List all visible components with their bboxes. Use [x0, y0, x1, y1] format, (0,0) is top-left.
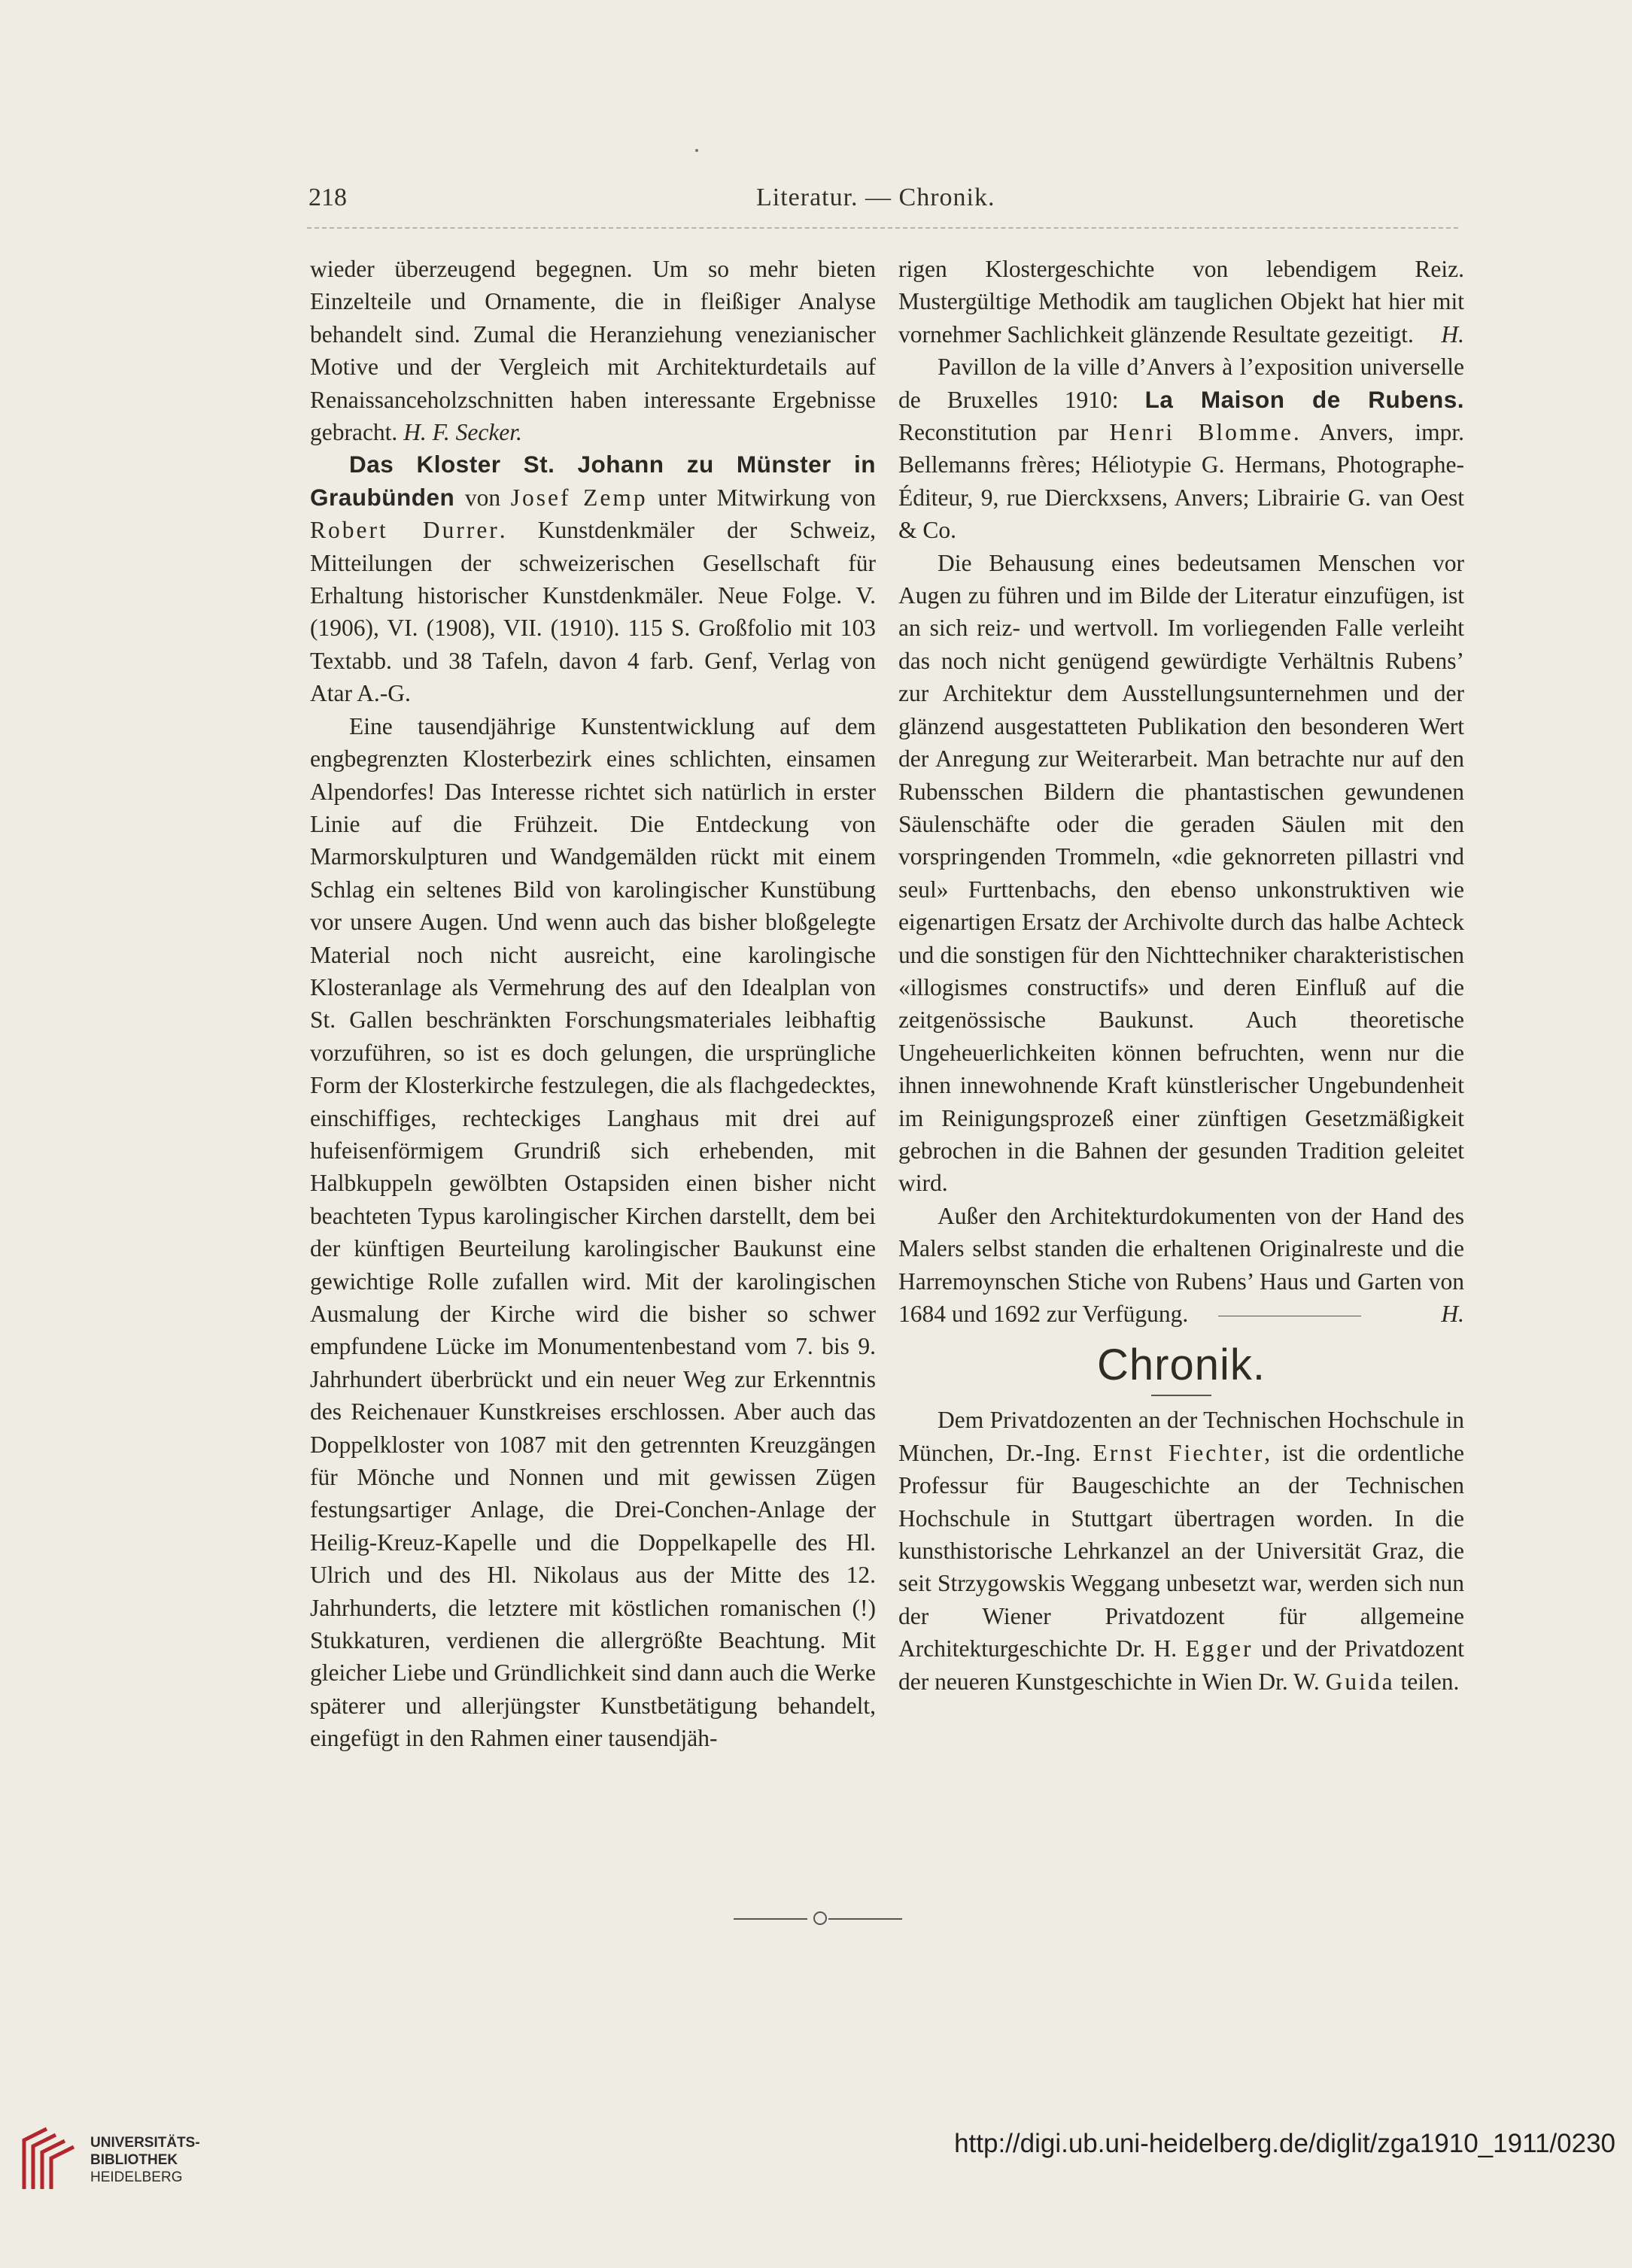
left-paragraph-3: Eine tausendjährige Kunstentwicklung auf dem engbegrenzten Klosterbezirk eines schlichten, einsamen Alpendorfes! Das Interesse richtet sich natürlich in erster Linie auf die Frühzeit. Die Entdeckung von Marmorskulpturen und Wandgemälden rückt mit einem Schlag ein seltenes Bild von karolingischer Kunstübung vor unsere Augen. Und wenn auch das bisher bloßgelegte Material noch nicht ausreicht, eine karolingische Klosteranlage als Vermehrung des auf den Idealplan von St. Gallen beschränkten Forschungsmateriales leibhaftig vorzuführen, so ist es doch gelungen, die ursprüngliche Form der Klosterkirche festzulegen, die als flachgedecktes, einschiffiges, rechteckiges Langhaus mit drei auf hufeisenförmigem Grundriß sich erhebenden, mit Halbkuppeln gewölbten Ostapsiden einen bisher nicht beachteten Typus karolingischer Kirchen darstellt, dem bei der künftigen Beurteilung karolingischer Baukunst eine gewichtige Rolle zufallen wird. Mit der karolingischen Ausmalung der Kirche wird die bisher so schwer empfundene Lücke im Monumentenbestand vom 7. bis 9. Jahrhundert überbrückt und ein neuer Weg zur Erkenntnis des Reichenauer Kunstkreises erschlossen. Aber auch das Doppelkloster von 1087 mit den getrennten Kreuzgängen für Mönche und Nonnen und mit gewissen Zügen festungsartiger Anlage, die Drei-Conchen-Anlage der Heilig-Kreuz-Kapelle und die Doppelkapelle des Hl. Ulrich und des Hl. Nikolaus aus der Mitte des 12. Jahrhunderts, die letztere mit köstlichen romanischen (!) Stukkaturen, verdienen die allergrößte Beachtung. Mit gleicher Liebe und Gründlichkeit sind dann auch die Werke späterer und allerjüngster Kunstbetätigung behandelt, eingefügt in den Rahmen einer tausendjäh- [310, 712, 876, 1752]
review-author-blomme: Henri Blomme [1109, 419, 1293, 446]
review-title-rubens: La Maison de Rubens. [1144, 385, 1464, 413]
chronik-start: Dem Privatdozenten an der Technischen Hochschule in München, Dr.-Ing. [898, 1407, 1464, 1466]
scan-dot [695, 149, 698, 152]
running-title: Literatur. — Chronik. [756, 184, 995, 211]
right-paragraph-1 [898, 253, 1464, 351]
left-column [310, 253, 876, 1755]
chronik-name-guida: Guida [1325, 1668, 1395, 1695]
library-logo[interactable] [17, 2125, 242, 2200]
left-paragraph-1 [310, 253, 876, 448]
end-ornament-circle [813, 1911, 827, 1925]
right-p1-text: rigen Klostergeschichte von lebendigem Reiz. Mustergültige Methodik am tauglichen Objekt hat hier mit vornehmer Sachlichkeit glänzende Resultate gezeitigt. [898, 256, 1464, 348]
review-rubens-rest: . Anvers, impr. Bellemanns frères; Héliotypie G. Hermans, Photographe-Éditeur, 9, rue Dierckxsens, Anvers; Librairie G. van Oest & Co. [898, 419, 1465, 544]
end-ornament-line-right [828, 1918, 902, 1920]
page-header [308, 184, 1452, 221]
review-bibliographic: . Kunstdenkmäler der Schweiz, Mitteilungen der schweizerischen Gesellschaft für Erhaltung historischer Kunstdenkmäler. Neue Folge. V. (1906), VI. (1908), VII. (1910). 115 S. Großfolio mit 103 Textabb. und 38 Tafeln, davon 4 farb. Genf, Verlag von Atar A.-G. [310, 517, 876, 707]
chronik-heading: Chronik. [1097, 1340, 1266, 1390]
page-number: 218 [308, 184, 347, 211]
review-by: von [454, 484, 511, 511]
right-column [898, 253, 1464, 1698]
chronik-mid2: und der Privatdozent der neueren Kunstgeschichte in Wien Dr. W. [898, 1635, 1464, 1695]
left-p1-signature: H. F. Secker. [403, 419, 522, 446]
chronik-mid: , ist die ordentliche Professur für Baugeschichte an der Technischen Hochschule in Stuttgart übertragen worden. In die kunsthistorische Lehrkanzel an der Universität Graz, die seit Strzygowskis Weggang unbesetzt war, werden sich nun der Wiener Privatdozent für allgemeine Architekturgeschichte Dr. H. [898, 1439, 1464, 1662]
right-paragraph-4 [898, 1200, 1464, 1331]
library-line-1: UNIVERSITÄTS- [90, 2135, 200, 2151]
chronik-end: teilen. [1394, 1668, 1460, 1695]
left-p1-text: wieder überzeugend begegnen. Um so mehr bieten Einzelteile und Ornamente, die in fleißiger Analyse behandelt sind. Zumal die Heranziehung venezianischer Motive und der Vergleich mit Architekturdetails auf Renaissanceholzschnitten haben interessante Ergebnisse gebracht. [310, 256, 876, 446]
right-p4-signature: H. [1441, 1301, 1464, 1327]
source-url-link[interactable]: http://digi.ub.uni-heidelberg.de/diglit/zga1910_1911/0230 [954, 2129, 1615, 2158]
chronik-paragraph [898, 1404, 1464, 1698]
right-p1-signature: H. [1441, 320, 1464, 348]
library-emblem-icon [17, 2125, 84, 2197]
review-mid: unter Mitwirkung von [647, 484, 876, 511]
chronik-name-egger: Egger [1185, 1635, 1254, 1662]
end-ornament-line-left [734, 1918, 807, 1920]
chronik-rule [1151, 1395, 1211, 1396]
review-title-kloster: Das Kloster St. Johann zu Münster in Graubünden [310, 451, 876, 511]
right-paragraph-3: Die Behausung eines bedeutsamen Menschen vor Augen zu führen und im Bilde der Literatur einzufügen, ist an sich reiz- und wertvoll. Im vorliegenden Falle verleiht das noch nicht genügend gewürdigte Verhältnis Rubens’ zur Architektur dem Ausstellungsunternehmen und der glänzend ausgestatteten Publikation den besonderen Wert der Anregung zur Weiterarbeit. Man betrachte nur auf den Rubensschen Bildern die phantastischen gewundenen Säulenschäfte oder die geraden Säulen mit den vorspringenden Trommeln, «die geknorreten pillastri vnd seul» Furttenbachs, den ebenso unkonstruktiven wie eigenartigen Ersatz der Archivolte durch das halbe Achteck und die sonstigen für den Nichttechniker charakteristischen «illogismes constructifs» und deren Einfluß auf die zeitgenössische Baukunst. Auch theoretische Ungeheuerlichkeiten können befruchten, wenn nur die ihnen innewohnende Kraft künstlerischer Ungebundenheit im Reinigungsprozeß einer zünftigen Gesetzmäßigkeit gebrochen in die Bahnen der gesunden Tradition geleitet wird. [898, 549, 1464, 1197]
review-coauthor-durrer: Robert Durrer [310, 517, 500, 544]
end-ornament [734, 1911, 907, 1926]
header-rule [307, 218, 1458, 229]
chronik-name-fiechter: Ernst Fiechter [1093, 1439, 1265, 1466]
review-entry-kloster [310, 448, 876, 709]
review-rubens-intro: Pavillon de la ville d’Anvers à l’exposition universelle de Bruxelles 1910: [898, 354, 1464, 413]
review-rubens-mid: Reconstitution par [898, 419, 1110, 446]
library-line-3: HEIDELBERG [90, 2169, 183, 2185]
right-p4-text: Außer den Architekturdokumenten von der Hand des Malers selbst standen die erhaltenen Originalreste und die Harremoynschen Stiche von Rubens’ Haus und Garten von 1684 und 1692 zur Verfügung. [898, 1202, 1464, 1327]
review-author-zemp: Josef Zemp [510, 484, 648, 511]
library-line-2: BIBLIOTHEK [90, 2152, 178, 2168]
library-name [90, 2134, 200, 2186]
review-entry-rubens [898, 351, 1464, 546]
